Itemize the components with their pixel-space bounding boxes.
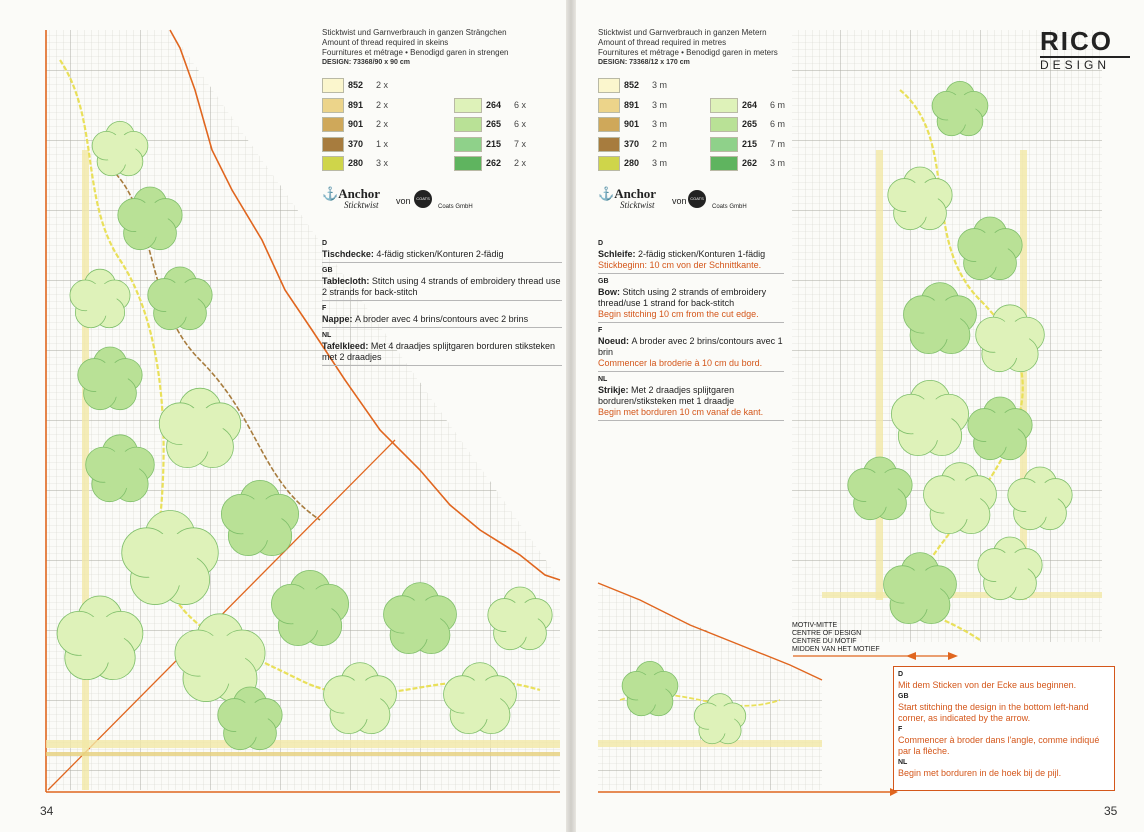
instruction-label: Noeud: <box>598 336 632 346</box>
instruction-note: Stickbeginn: 10 cm von der Schnittkante. <box>598 260 762 270</box>
design-code: DESIGN: 73368/90 x 90 cm <box>322 59 410 66</box>
page-number-left: 34 <box>40 804 54 818</box>
color-swatch <box>454 117 482 132</box>
color-swatch <box>598 78 620 93</box>
right-instructions <box>598 236 784 422</box>
instruction-note: Commencer la broderie à 10 cm du bord. <box>598 358 763 368</box>
swatch-row <box>598 137 674 151</box>
thread-qty: 3 m <box>652 158 668 168</box>
swatch-row <box>710 156 792 170</box>
swatch-row <box>322 156 398 170</box>
thread-qty: 2 x <box>376 119 389 129</box>
color-swatch <box>710 98 738 113</box>
instruction-label: Schleife: <box>598 249 639 259</box>
color-swatch <box>454 98 482 113</box>
thread-qty: 6 x <box>514 99 527 110</box>
thread-code: 264 <box>742 99 758 110</box>
thread-code: 264 <box>486 99 502 110</box>
thread-code: 852 <box>624 80 640 90</box>
heading-line-2: Amount of thread required in metres <box>598 38 727 47</box>
thread-qty: 3 m <box>770 158 786 168</box>
thread-code: 901 <box>348 119 364 129</box>
border-band <box>46 752 560 756</box>
language-tag: GB <box>598 278 609 285</box>
language-tag: GB <box>322 267 333 274</box>
thread-qty: 3 m <box>652 119 668 129</box>
color-swatch <box>322 98 344 113</box>
swatch-row <box>598 156 674 170</box>
heading-line-3: Fournitures et métrage • Benodigd garen in meters <box>598 48 778 57</box>
anchor-logo-right <box>598 186 656 210</box>
anchor-brand: Anchor <box>338 186 381 201</box>
coats-logo-icon: COATS <box>414 190 432 208</box>
instruction-note: Begin met borduren 10 cm vanaf de kant. <box>598 407 764 417</box>
thread-qty: 1 x <box>376 138 389 149</box>
language-tag: D <box>898 671 904 678</box>
swatch-row <box>454 137 536 151</box>
thread-qty: 7 x <box>514 138 527 149</box>
thread-qty: 2 x <box>514 158 527 168</box>
instruction-text: Tischdecke: 4-fädig sticken/Konturen 2-fädig <box>322 249 562 263</box>
rico-design-logo <box>1040 28 1130 72</box>
heading-line-1: Sticktwist und Garnverbrauch in ganzen Strängchen <box>322 28 507 37</box>
coats-gmbh: Coats GmbH <box>438 204 473 210</box>
color-swatch <box>322 137 344 152</box>
thread-qty: 6 x <box>514 119 527 129</box>
border-band <box>822 592 1102 598</box>
color-swatch <box>322 156 344 171</box>
page-number-right: 35 <box>1104 804 1118 818</box>
language-tag: NL <box>898 759 908 766</box>
thread-code: 891 <box>624 99 640 110</box>
thread-code: 852 <box>348 80 364 90</box>
thread-code: 215 <box>742 138 758 149</box>
thread-qty: 2 x <box>376 80 389 90</box>
color-swatch <box>598 98 620 113</box>
instruction-label: Tablecloth: <box>322 276 372 286</box>
instruction-label: Nappe: <box>322 314 356 324</box>
swatch-row <box>598 117 674 131</box>
swatch-row <box>454 98 536 112</box>
swatch-row <box>598 98 674 112</box>
logo-design: DESIGN <box>1040 56 1130 72</box>
start-instruction: Commencer à broder dans l'angle, comme indiqué par la flèche. <box>898 735 1100 756</box>
thread-qty: 3 m <box>652 99 668 110</box>
motif-line-1: MOTIV-MITTE <box>792 622 838 629</box>
logo-rico: RICO <box>1040 26 1113 56</box>
thread-code: 215 <box>486 138 502 149</box>
instruction-label: Strikje: <box>598 385 632 395</box>
von-text: von <box>396 196 411 206</box>
thread-code: 262 <box>486 158 502 168</box>
language-tag: D <box>598 240 604 247</box>
instruction-label: Tischdecke: <box>322 249 377 259</box>
color-swatch <box>598 117 620 132</box>
swatch-row <box>454 117 536 131</box>
motif-center-label <box>792 622 880 654</box>
thread-code: 265 <box>486 119 502 129</box>
language-tag: D <box>322 240 328 247</box>
instruction-text: Strikje: Met 2 draadjes splijtgaren borduren/stiksteken met 1 draadje Begin met borduren 10 cm vanaf de kant. <box>598 385 784 421</box>
left-instructions <box>322 236 562 367</box>
thread-code: 370 <box>624 138 640 149</box>
color-swatch <box>322 117 344 132</box>
anchor-icon: ⚓ <box>598 186 615 201</box>
color-swatch <box>598 137 620 152</box>
heading-line-1: Sticktwist und Garnverbrauch in ganzen Metern <box>598 28 767 37</box>
thread-qty: 7 m <box>770 138 786 149</box>
thread-code: 891 <box>348 99 364 110</box>
instruction-text: Schleife: 2-fädig sticken/Konturen 1-fädig Stickbeginn: 10 cm von der Schnittkante. <box>598 249 784 274</box>
language-tag: F <box>898 726 903 733</box>
border-band <box>876 150 883 600</box>
instruction-text: Tablecloth: Stitch using 4 strands of embroidery thread use 2 strands for back-stitch <box>322 276 562 301</box>
start-stitching-box <box>893 666 1115 791</box>
border-band <box>46 740 560 748</box>
thread-qty: 3 x <box>376 158 389 168</box>
thread-qty: 3 m <box>652 80 668 90</box>
color-swatch <box>322 78 344 93</box>
language-tag: F <box>322 305 327 312</box>
motif-line-3: CENTRE DU MOTIF <box>792 638 857 645</box>
thread-code: 280 <box>348 158 364 168</box>
swatch-row <box>322 78 398 92</box>
design-code: DESIGN: 73368/12 x 170 cm <box>598 59 690 66</box>
instruction-text: Bow: Stitch using 2 strands of embroidery thread/use 1 strand for back-stitch Begin stitching 10 cm from the cut edge. <box>598 287 784 323</box>
instruction-label: Tafelkleed: <box>322 341 371 351</box>
language-tag: GB <box>898 693 909 700</box>
anchor-sub: Sticktwist <box>620 200 655 210</box>
thread-code: 370 <box>348 138 364 149</box>
language-tag: NL <box>598 376 608 383</box>
instruction-label: Bow: <box>598 287 623 297</box>
thread-code: 901 <box>624 119 640 129</box>
swatch-row <box>710 137 792 151</box>
instruction-text: Nappe: A broder avec 4 brins/contours avec 2 brins <box>322 314 562 328</box>
color-swatch <box>710 156 738 171</box>
start-instruction: Mit dem Sticken von der Ecke aus beginnen. <box>898 680 1077 690</box>
coats-logo-icon: COATS <box>688 190 706 208</box>
swatch-row <box>598 78 674 92</box>
thread-code: 262 <box>742 158 758 168</box>
thread-qty: 2 m <box>652 138 668 149</box>
start-instruction: Begin met borduren in de hoek bij de pijl. <box>898 768 1062 778</box>
thread-code: 280 <box>624 158 640 168</box>
color-swatch <box>710 137 738 152</box>
thread-qty: 6 m <box>770 99 786 110</box>
motif-line-2: CENTRE OF DESIGN <box>792 630 862 637</box>
instruction-note: Begin stitching 10 cm from the cut edge. <box>598 309 759 319</box>
swatch-row <box>710 98 792 112</box>
left-thread-legend-heading <box>322 28 562 68</box>
swatch-row <box>322 98 398 112</box>
swatch-row <box>322 137 398 151</box>
thread-qty: 6 m <box>770 119 786 129</box>
anchor-logo-left <box>322 186 380 210</box>
language-tag: F <box>598 327 603 334</box>
heading-line-2: Amount of thread required in skeins <box>322 38 449 47</box>
right-thread-legend-heading <box>598 28 798 68</box>
anchor-brand: Anchor <box>614 186 657 201</box>
start-instruction: Start stitching the design in the bottom left-hand corner, as indicated by the arrow. <box>898 702 1089 723</box>
color-swatch <box>454 156 482 171</box>
swatch-row <box>710 117 792 131</box>
thread-qty: 2 x <box>376 99 389 110</box>
swatch-row <box>454 156 536 170</box>
instruction-text: Tafelkleed: Met 4 draadjes splijtgaren borduren stiksteken met 2 draadjes <box>322 341 562 366</box>
coats-gmbh: Coats GmbH <box>712 204 747 210</box>
color-swatch <box>710 117 738 132</box>
anchor-sub: Sticktwist <box>344 200 379 210</box>
color-swatch <box>454 137 482 152</box>
color-swatch <box>598 156 620 171</box>
instruction-text: Noeud: A broder avec 2 brins/contours avec 1 brin Commencer la broderie à 10 cm du bord. <box>598 336 784 372</box>
swatch-row <box>322 117 398 131</box>
motif-line-4: MIDDEN VAN HET MOTIEF <box>792 646 880 653</box>
heading-line-3: Fournitures et métrage • Benodigd garen in strengen <box>322 48 509 57</box>
anchor-icon: ⚓ <box>322 186 339 201</box>
language-tag: NL <box>322 332 332 339</box>
von-text: von <box>672 196 687 206</box>
thread-code: 265 <box>742 119 758 129</box>
